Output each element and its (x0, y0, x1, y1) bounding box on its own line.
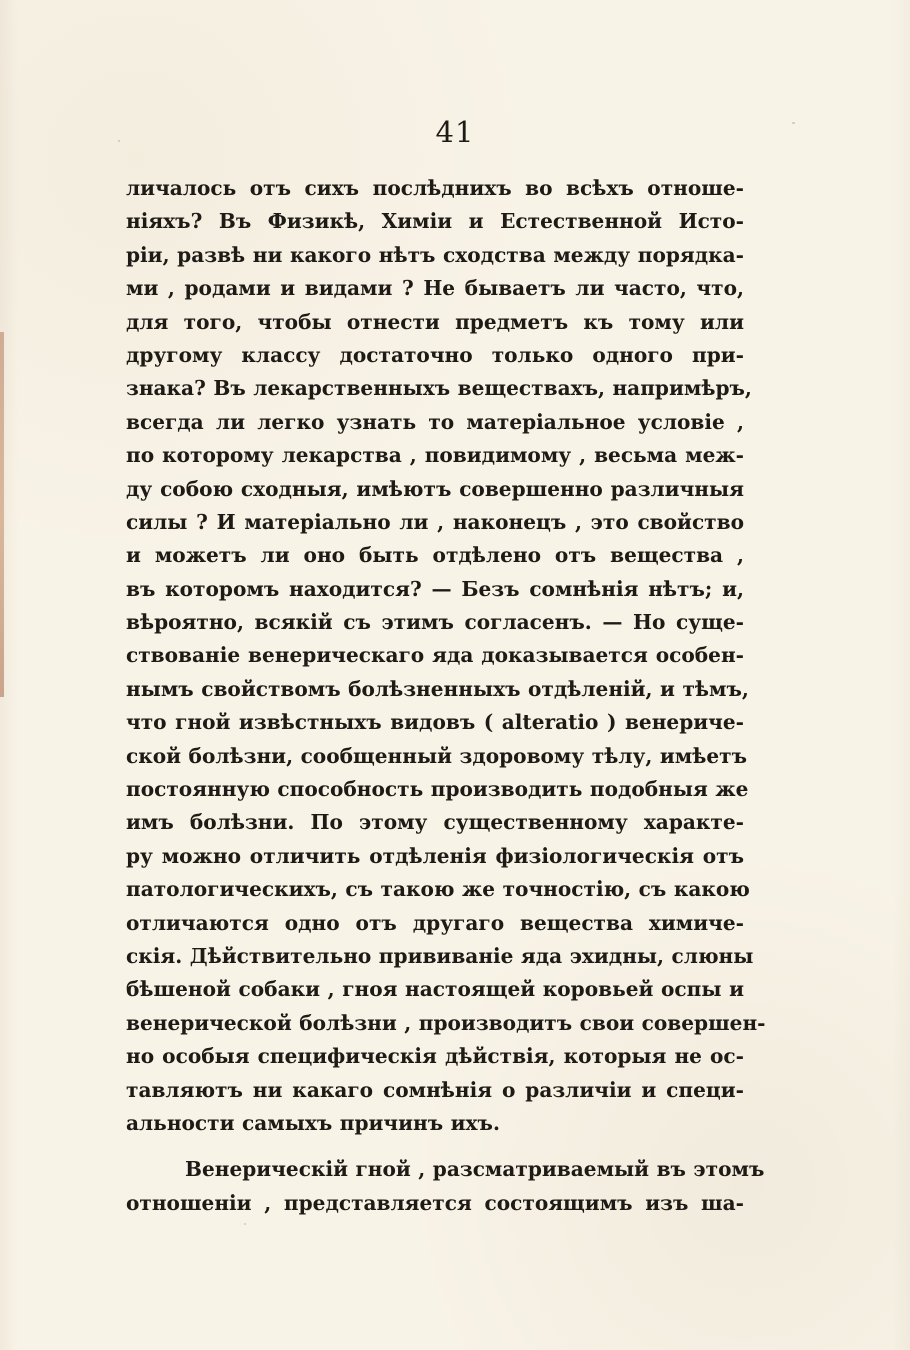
paragraph-1-line-1: личалось отъ сихъ послѣднихъ во всѣхъ отноше- (126, 176, 744, 200)
paragraph-1-line-9: по которому лекарства , повидимому , весьма меж- (126, 443, 744, 468)
paragraph-1-line-6: другому классу достаточно только одного при- (126, 342, 744, 367)
page-edge-stain (0, 332, 4, 697)
paper-speck (596, 987, 598, 989)
paragraph-1-line-23: отличаются одно отъ другаго вещества химиче- (126, 910, 744, 935)
paragraph-1-line-21: ру можно отличить отдѣленія физіологическія отъ (126, 843, 744, 868)
paragraph-1-line-12: и можетъ ли оно быть отдѣлено отъ вещества , (126, 543, 744, 568)
paragraph-1-line-18: ской болѣзни, сообщенный здоровому тѣлу, имѣетъ (126, 743, 747, 768)
paper-speck (792, 122, 795, 124)
paragraph-1-line-22: патологическихъ, съ такою же точностію, съ какою (126, 877, 750, 902)
paragraph-1-line-5: для того, чтобы отнести предметъ къ тому или (126, 309, 744, 334)
paragraph-1 (126, 172, 766, 1140)
paragraph-1-line-15: ствованіе венерическаго яда доказывается особен- (126, 643, 744, 668)
paragraph-1-line-4: ми , родами и видами ? Не бываетъ ли часто, что, (126, 276, 744, 301)
paragraph-1-line-25: бѣшеной собаки , гноя настоящей коровьей оспы и (126, 977, 744, 1002)
paragraph-2-line-1: Венерическій гной , разсматриваемый въ этомъ (185, 1157, 765, 1182)
paragraph-1-line-10: ду собою сходныя, имѣютъ совершенно различныя (126, 476, 744, 501)
paragraph-2 (126, 1153, 765, 1220)
page-number: 41 (435, 115, 475, 149)
paragraph-1-line-26: венерической болѣзни , производитъ свои совершен- (126, 1010, 766, 1035)
paragraph-1-line-3: ріи, развѣ ни какого нѣтъ сходства между порядка- (126, 242, 744, 267)
paragraph-1-line-24: скія. Дѣйствительно прививаніе яда эхидны, слюны (126, 943, 754, 968)
paragraph-1-line-14: вѣроятно, всякій съ этимъ согласенъ. — Но суще- (126, 610, 744, 635)
paragraph-1-line-2: ніяхъ? Въ Физикѣ, Химіи и Естественной Исто- (126, 209, 744, 234)
paragraph-1-line-17: что гной извѣстныхъ видовъ ( alteratio ) венериче- (126, 710, 744, 735)
paragraph-1-line-20: имъ болѣзни. По этому существенному характе- (126, 810, 744, 835)
paragraph-1-line-19: постоянную способность производить подобныя же (126, 777, 749, 802)
paper-speck (244, 1223, 246, 1225)
paragraph-1-line-28: тавляютъ ни какаго сомнѣнія о различіи и специ- (126, 1077, 744, 1102)
paragraph-1-line-8: всегда ли легко узнать то матеріальное условіе , (126, 409, 744, 434)
paragraph-1-line-29: альности самыхъ причинъ ихъ. (126, 1110, 500, 1135)
paragraph-1-line-11: силы ? И матеріально ли , наконецъ , это свойство (126, 509, 744, 534)
paragraph-1-line-27: но особыя специфическія дѣйствія, которыя не ос- (126, 1044, 744, 1069)
paragraph-1-line-13: въ которомъ находится? — Безъ сомнѣнія нѣтъ; и, (126, 576, 744, 601)
paragraph-1-line-7: знака? Въ лекарственныхъ веществахъ, напримѣръ, (126, 376, 752, 401)
paragraph-1-line-16: нымъ свойствомъ болѣзненныхъ отдѣленій, и тѣмъ, (126, 676, 749, 701)
paper-speck (118, 140, 120, 142)
paragraph-2-line-2: отношеніи , представляется состоящимъ изъ ша- (126, 1190, 744, 1215)
body-text (126, 172, 766, 1220)
